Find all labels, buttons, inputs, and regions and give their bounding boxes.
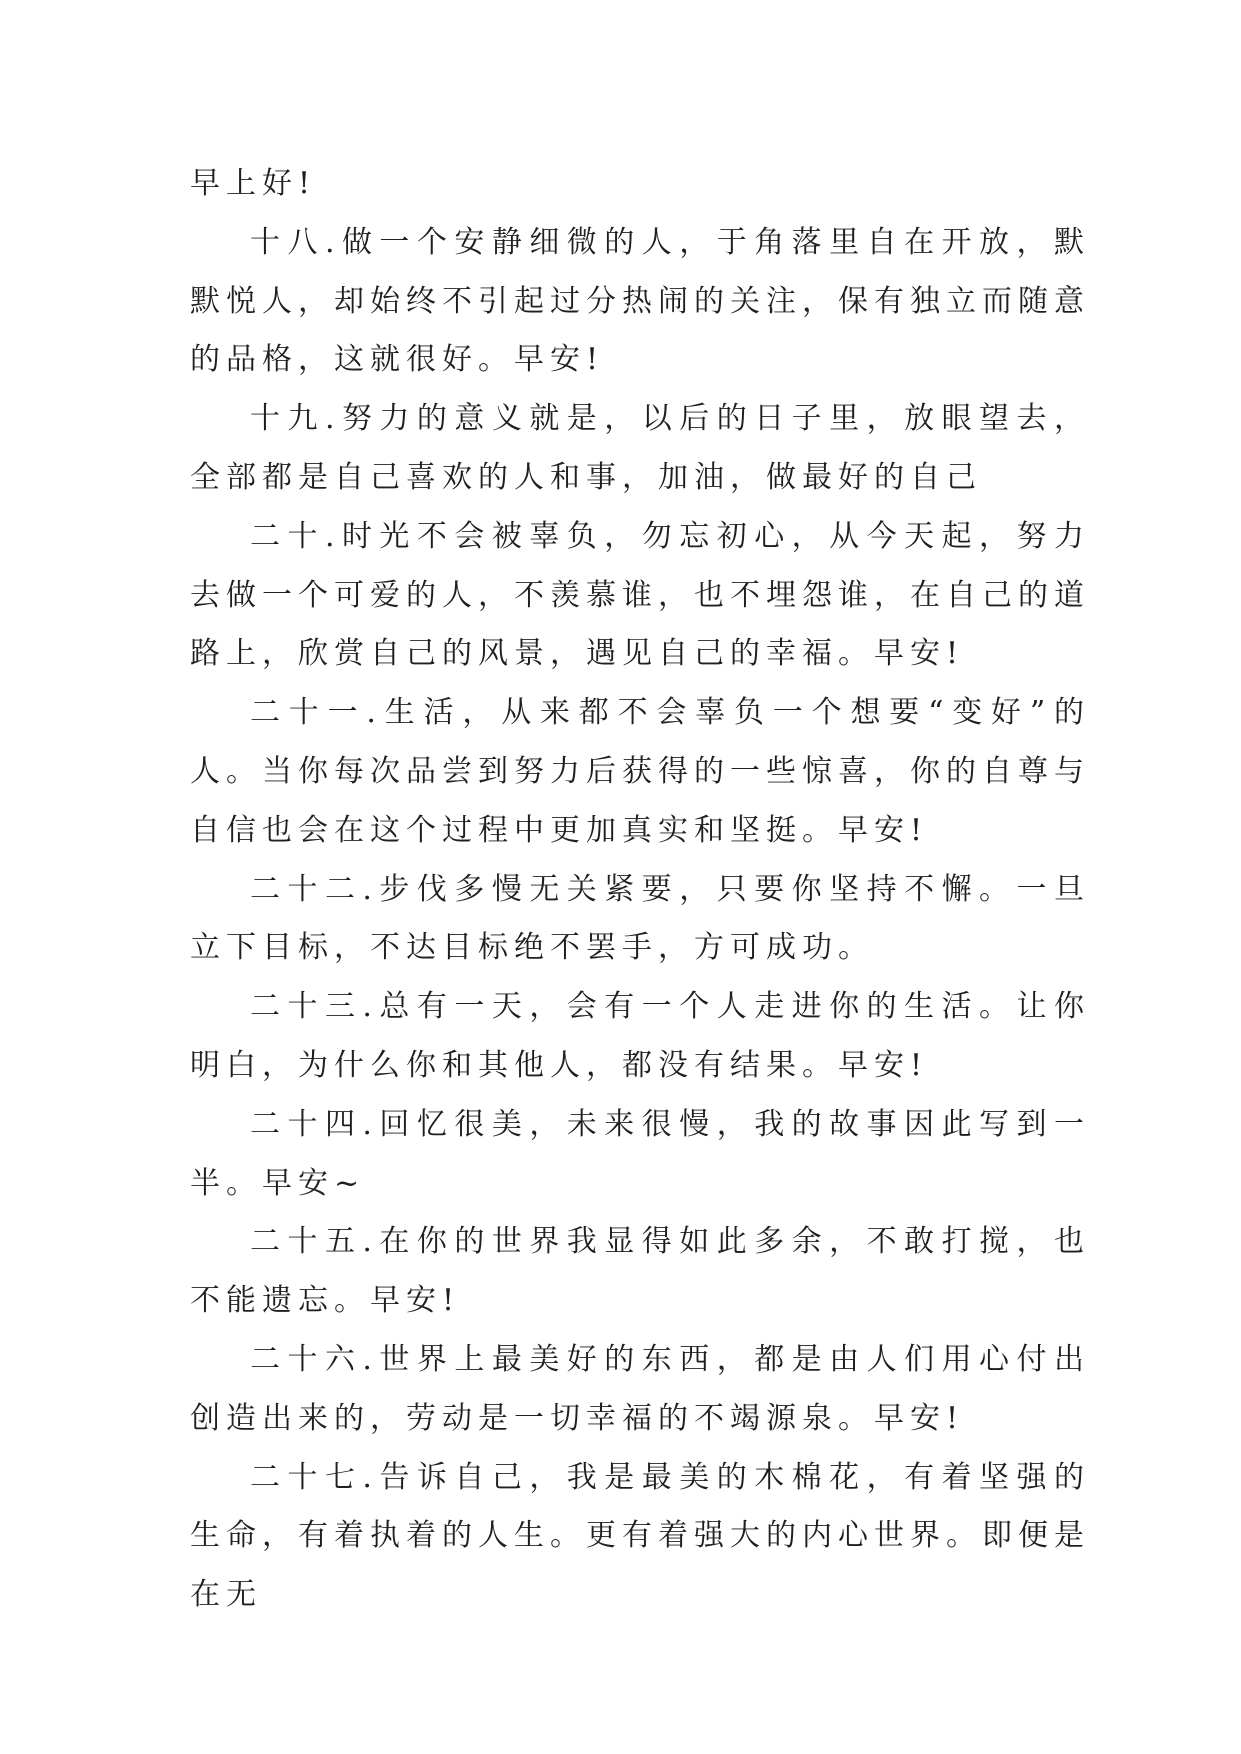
paragraph-22: 二十二.步伐多慢无关紧要，只要你坚持不懈。一旦立下目标，不达目标绝不罢手，方可成功。 [190,871,1090,966]
paragraph-21: 二十一.生活，从来都不会辜负一个想要“变好”的人。当你每次品尝到努力后获得的一些惊喜，你的自尊与自信也会在这个过程中更加真实和坚挺。早安! [190,695,1090,848]
paragraph-24: 二十四.回忆很美，未来很慢，我的故事因此写到一半。早安~ [190,1106,1090,1201]
paragraph-26: 二十六.世界上最美好的东西，都是由人们用心付出创造出来的，劳动是一切幸福的不竭源泉。早安! [190,1341,1090,1436]
paragraph-25: 二十五.在你的世界我显得如此多余，不敢打搅，也不能遗忘。早安! [190,1224,1090,1319]
paragraph-23: 二十三.总有一天，会有一个人走进你的生活。让你明白，为什么你和其他人，都没有结果。早安! [190,989,1090,1083]
document-body [190,155,1090,1625]
paragraph-20: 二十.时光不会被辜负，勿忘初心，从今天起，努力去做一个可爱的人，不羡慕谁，也不埋怨谁，在自己的道路上，欣赏自己的风景，遇见自己的幸福。早安! [190,518,1090,672]
paragraph-greeting: 早上好! [190,166,317,201]
paragraph-19: 十九.努力的意义就是，以后的日子里，放眼望去，全部都是自己喜欢的人和事，加油，做最好的自己 [190,401,1090,495]
paragraph-18: 十八.做一个安静细微的人，于角落里自在开放，默默悦人，却始终不引起过分热闹的关注，保有独立而随意的品格，这就很好。早安! [190,224,1090,378]
paragraph-27: 二十七.告诉自己，我是最美的木棉花，有着坚强的生命，有着执着的人生。更有着强大的内心世界。即便是在无 [190,1459,1090,1613]
